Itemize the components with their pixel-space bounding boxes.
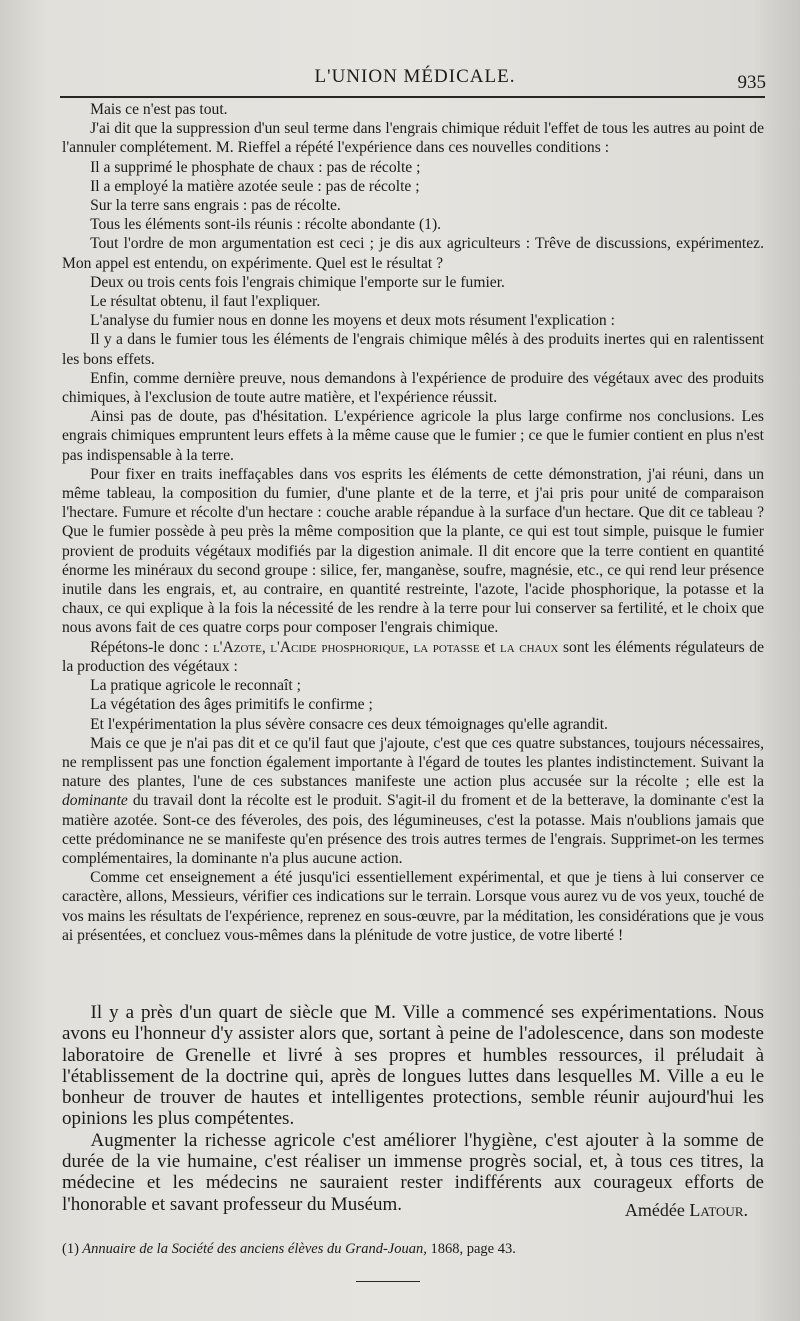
smallcaps-run: l'Azote, l'Acide phosphorique, la potasse (212, 638, 480, 656)
text-run: sont les éléments régulateurs de la production des végétaux : (62, 638, 764, 675)
signature-last: Latour. (689, 1200, 748, 1220)
text-run: et (479, 638, 501, 656)
smallcaps-run: la chaux (500, 638, 559, 656)
footnote-text: Annuaire de la Société des anciens élèves du Grand-Jouan, (82, 1241, 427, 1257)
emphasis: dominante (62, 792, 128, 810)
footnote (62, 1241, 764, 1258)
text-run: Répétons-le donc : (90, 638, 213, 656)
editorial-note (62, 1002, 764, 1215)
paragraph: La pratique agricole le reconnaît ; (90, 677, 301, 695)
paragraph (62, 638, 764, 676)
text-run: Mais ce que je n'ai pas dit et ce qu'il faut que j'ajoute, c'est que ces quatre substances, toujours nécessaires, ne remplissent pas une fonction également importante à l'égard de toutes les plantes indistinctement. Suivant la nature des plantes, l'une de ces substances manifeste une action plus accusée sur la récolte ; elle est la (62, 734, 764, 791)
paragraph: Deux ou trois cents fois l'engrais chimique l'emporte sur le fumier. (90, 273, 505, 291)
paragraph: Ainsi pas de doute, pas d'hésitation. L'expérience agricole la plus large confirme nos conclusions. Les engrais chimiques empruntent leurs effets à la même cause que le fumier ; ce que le fumier contient en plus n'est pas indispensable à la terre. (62, 408, 764, 464)
paragraph: Mais ce n'est pas tout. (90, 101, 228, 118)
paragraph: Sur la terre sans engrais : pas de récolte. (90, 197, 341, 215)
paragraph: Et l'expérimentation la plus sévère consacre ces deux témoignages qu'elle agrandit. (90, 715, 608, 733)
text-run: du travail dont la récolte est le produit. S'agit-il du froment et de la betterave, la dominante c'est la matière azotée. Sont-ce des féveroles, des pois, des légumineuses, c'est la potasse. Mais n'oublions jamais que cette prédominance ne se manifeste qu'en présence des trois autres termes de l'engrais. Supprimet-on les termes complémentaires, la dominante n'a plus aucune action. (62, 792, 764, 867)
paragraph: Augmenter la richesse agricole c'est améliorer l'hygiène, c'est ajouter à la somme de durée de la vie humaine, c'est réaliser un immense progrès social, et, à tous ces titres, la médecine et les médecins ne sauraient rester indifférents aux courageux efforts de l'honorable et savant professeur du Muséum. (62, 1129, 764, 1215)
paragraph: La végétation des âges primitifs le confirme ; (90, 696, 373, 714)
footnote-tail: 1868, page 43. (430, 1241, 516, 1257)
paragraph: Il y a dans le fumier tous les éléments de l'engrais chimique mêlés à des produits inertes qui en ralentissent les bons effets. (62, 331, 764, 368)
paragraph: Il y a près d'un quart de siècle que M. Ville a commencé ses expérimentations. Nous avons eu l'honneur d'y assister alors que, sortant à peine de l'adolescence, dans son modeste laboratoire de Grenelle et livré à ses propres et humbles ressources, il préludait à l'établissement de la doctrine qui, après de longues luttes dans lesquelles M. Ville a eu le bonheur de trouver de hautes et intelligentes protections, semble réunir aujourd'hui les opinions les plus compétentes. (62, 1002, 764, 1130)
journal-title: L'UNION MÉDICALE. (314, 66, 516, 87)
signature (625, 1200, 748, 1221)
article-body (62, 100, 764, 945)
footnote-mark: (1) (62, 1241, 79, 1257)
paragraph: Il a supprimé le phosphate de chaux : pas de récolte ; (90, 158, 421, 176)
paragraph: Tous les éléments sont-ils réunis : récolte abondante (1). (90, 216, 442, 234)
paragraph: Il a employé la matière azotée seule : pas de récolte ; (90, 177, 420, 195)
signature-first: Amédée (624, 1200, 690, 1220)
paragraph: Pour fixer en traits ineffaçables dans vos esprits les éléments de cette démonstration, j'ai réuni, dans un même tableau, la composition du fumier, d'une plante et de la terre, et j'ai pris pour unité de comparaison l'hectare. Fumure et récolte d'un hectare : couche arable répandue à la surface d'un hectare. Que dit ce tableau ? Que le fumier possède à peu près la même composition que la plante, ce qui est tout simple, puisque le fumier provient de produits végétaux modifiés par la digestion animale. Il dit encore que la terre contient en quantité énorme les minéraux du second groupe : silice, fer, manganèse, soufre, magnésie, etc., ce qui rend leur présence inutile dans les engrais, et, au contraire, en quantité restreinte, l'azote, l'acide phosphorique, la potasse et la chaux, ce qui explique à la fois la nécessité de les rendre à la terre pour lui conserver sa fertilité, et le choix que nous avons fait de ces quatre corps pour composer l'engrais chimique. (62, 465, 764, 637)
paragraph: Le résultat obtenu, il faut l'expliquer. (90, 293, 321, 311)
page-number: 935 (737, 72, 766, 93)
paragraph: Enfin, comme dernière preuve, nous demandons à l'expérience de produire des végétaux avec des produits chimiques, à l'exclusion de toute autre matière, et l'expérience réussit. (62, 369, 764, 407)
paragraph (62, 734, 764, 868)
header-rule (60, 96, 765, 98)
paragraph: Comme cet enseignement a été jusqu'ici essentiellement expérimental, et que je tiens à lui conserver ce caractère, allons, Messieurs, vérifier ces indications sur le terrain. Lorsque vous aurez vu de vos yeux, touché de vos mains les résultats de l'expérience, reprenez en sous-œuvre, par la méditation, les considérations que je vous ai présentées, et concluez vous-mêmes dans la plénitude de votre justice, de votre liberté ! (62, 869, 764, 944)
paragraph: L'analyse du fumier nous en donne les moyens et deux mots résument l'explication : (90, 312, 615, 330)
running-header (60, 66, 770, 96)
paragraph: Tout l'ordre de mon argumentation est ceci ; je dis aux agriculteurs : Trêve de discussions, expérimentez. Mon appel est entendu, on expérimente. Quel est le résultat ? (62, 235, 764, 272)
paragraph: J'ai dit que la suppression d'un seul terme dans l'engrais chimique réduit l'effet de tous les autres au point de l'annuler complétement. M. Rieffel a répété l'expérience dans ces nouvelles conditions : (62, 120, 764, 157)
footer-rule (356, 1281, 420, 1282)
